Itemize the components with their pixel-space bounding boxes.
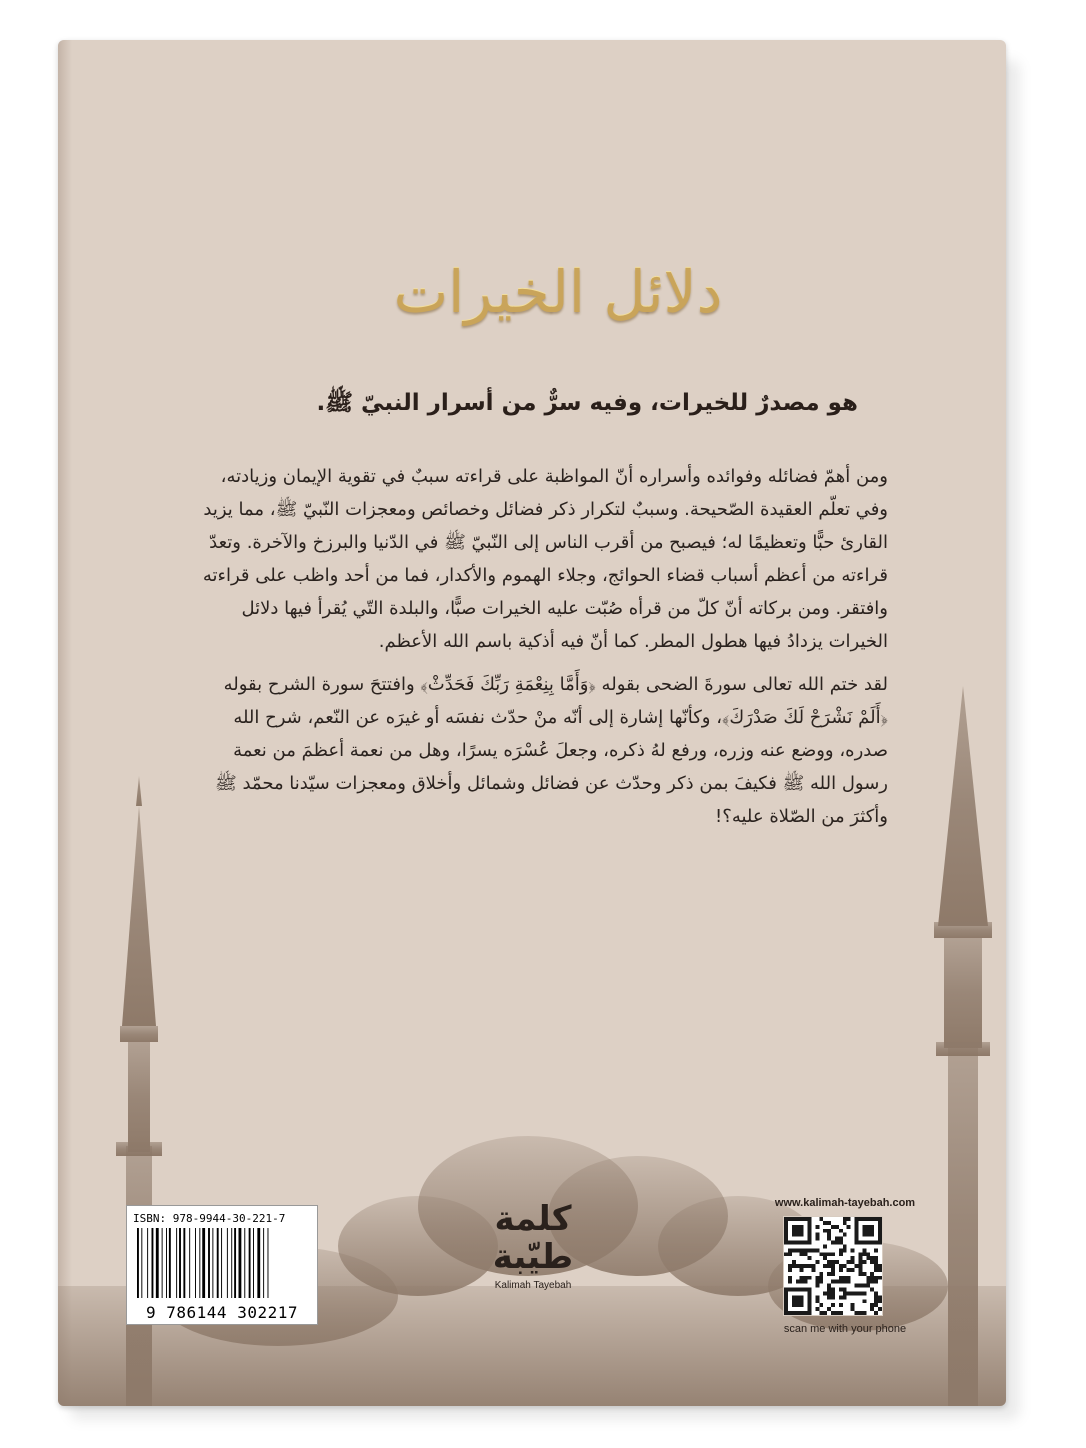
- website-url: www.kalimah-tayebah.com: [774, 1197, 916, 1209]
- calligraphy-title: [348, 180, 768, 380]
- blurb: [198, 460, 888, 833]
- book-back-cover: [58, 40, 1006, 1406]
- barcode-graphic: [135, 1228, 309, 1298]
- isbn-digits: 9 786144 302217: [146, 1303, 298, 1322]
- isbn-barcode-box: [126, 1205, 318, 1325]
- blurb-paragraph-2: لقد ختم الله تعالى سورةَ الضحى بقوله ﴿وَأَمَّا بِنِعْمَةِ رَبِّكَ فَحَدِّثْ﴾ وافتتحَ سورة الشرح بقوله ﴿أَلَمْ نَشْرَحْ لَكَ صَدْرَكَ﴾، وكأنّها إشارة إلى أنّه منْ حدّث نفسَه أو غيرَه عن النّعم، شرح الله صدره، ووضع عنه وزره، ورفع لهُ ذكره، وجعلَ عُسْرَه يسرًا، وهل من نعمة أعظمَ من نعمة رسول الله ﷺ فكيفَ بمن ذكر وحدّث عن فضائل وشمائل وأخلاق ومعجزات سيّدنا محمّد ﷺ وأكثرَ من الصّلاة عليه؟!: [215, 674, 888, 827]
- book-title: دلائل الخيرات: [393, 258, 723, 326]
- isbn-label: ISBN: 978-9944-30-221-7: [133, 1212, 286, 1225]
- blurb-paragraph-1: ومن أهمّ فضائله وفوائده وأسراره أنّ المواظبة على قراءته سببٌ في تقوية الإيمان وزيادته، وفي تعلّم العقيدة الصّحيحة. وسببٌ لتكرار ذكر فضائل وخصائص ومعجزات النّبيّ ﷺ، مما يزيد القارئ حبًّا وتعظيمًا له؛ فيصبح من أقرب الناس إلى النّبيّ ﷺ في الدّنيا والبرزخ والآخرة. وتعدّ قراءته من أعظم أسباب قضاء الحوائج، وجلاء الهموم والأكدار، فما من أحد واظب على قراءته وافتقر. ومن بركاته أنّ كلّ من قرأه صُبّت عليه الخيرات صبًّا، والبلدة التّي يُقرأ فيها دلائل الخيرات يزدادُ فيها هطول المطر. كما أنّ فيه أذكية باسم الله الأعظم.: [202, 466, 888, 652]
- publisher-name-en: Kalimah Tayebah: [494, 1280, 572, 1291]
- publisher-name-ar-line1: كلمة: [494, 1199, 572, 1239]
- publisher-logo: [473, 1200, 593, 1320]
- qr-code[interactable]: [783, 1216, 883, 1316]
- tagline: هو مصدرٌ للخيرات، وفيه سرٌّ من أسرار النبيّ ﷺ.: [316, 390, 858, 416]
- qr-caption: scan me with your phone: [783, 1323, 907, 1335]
- publisher-name-ar-line2: طيّبة: [492, 1237, 574, 1277]
